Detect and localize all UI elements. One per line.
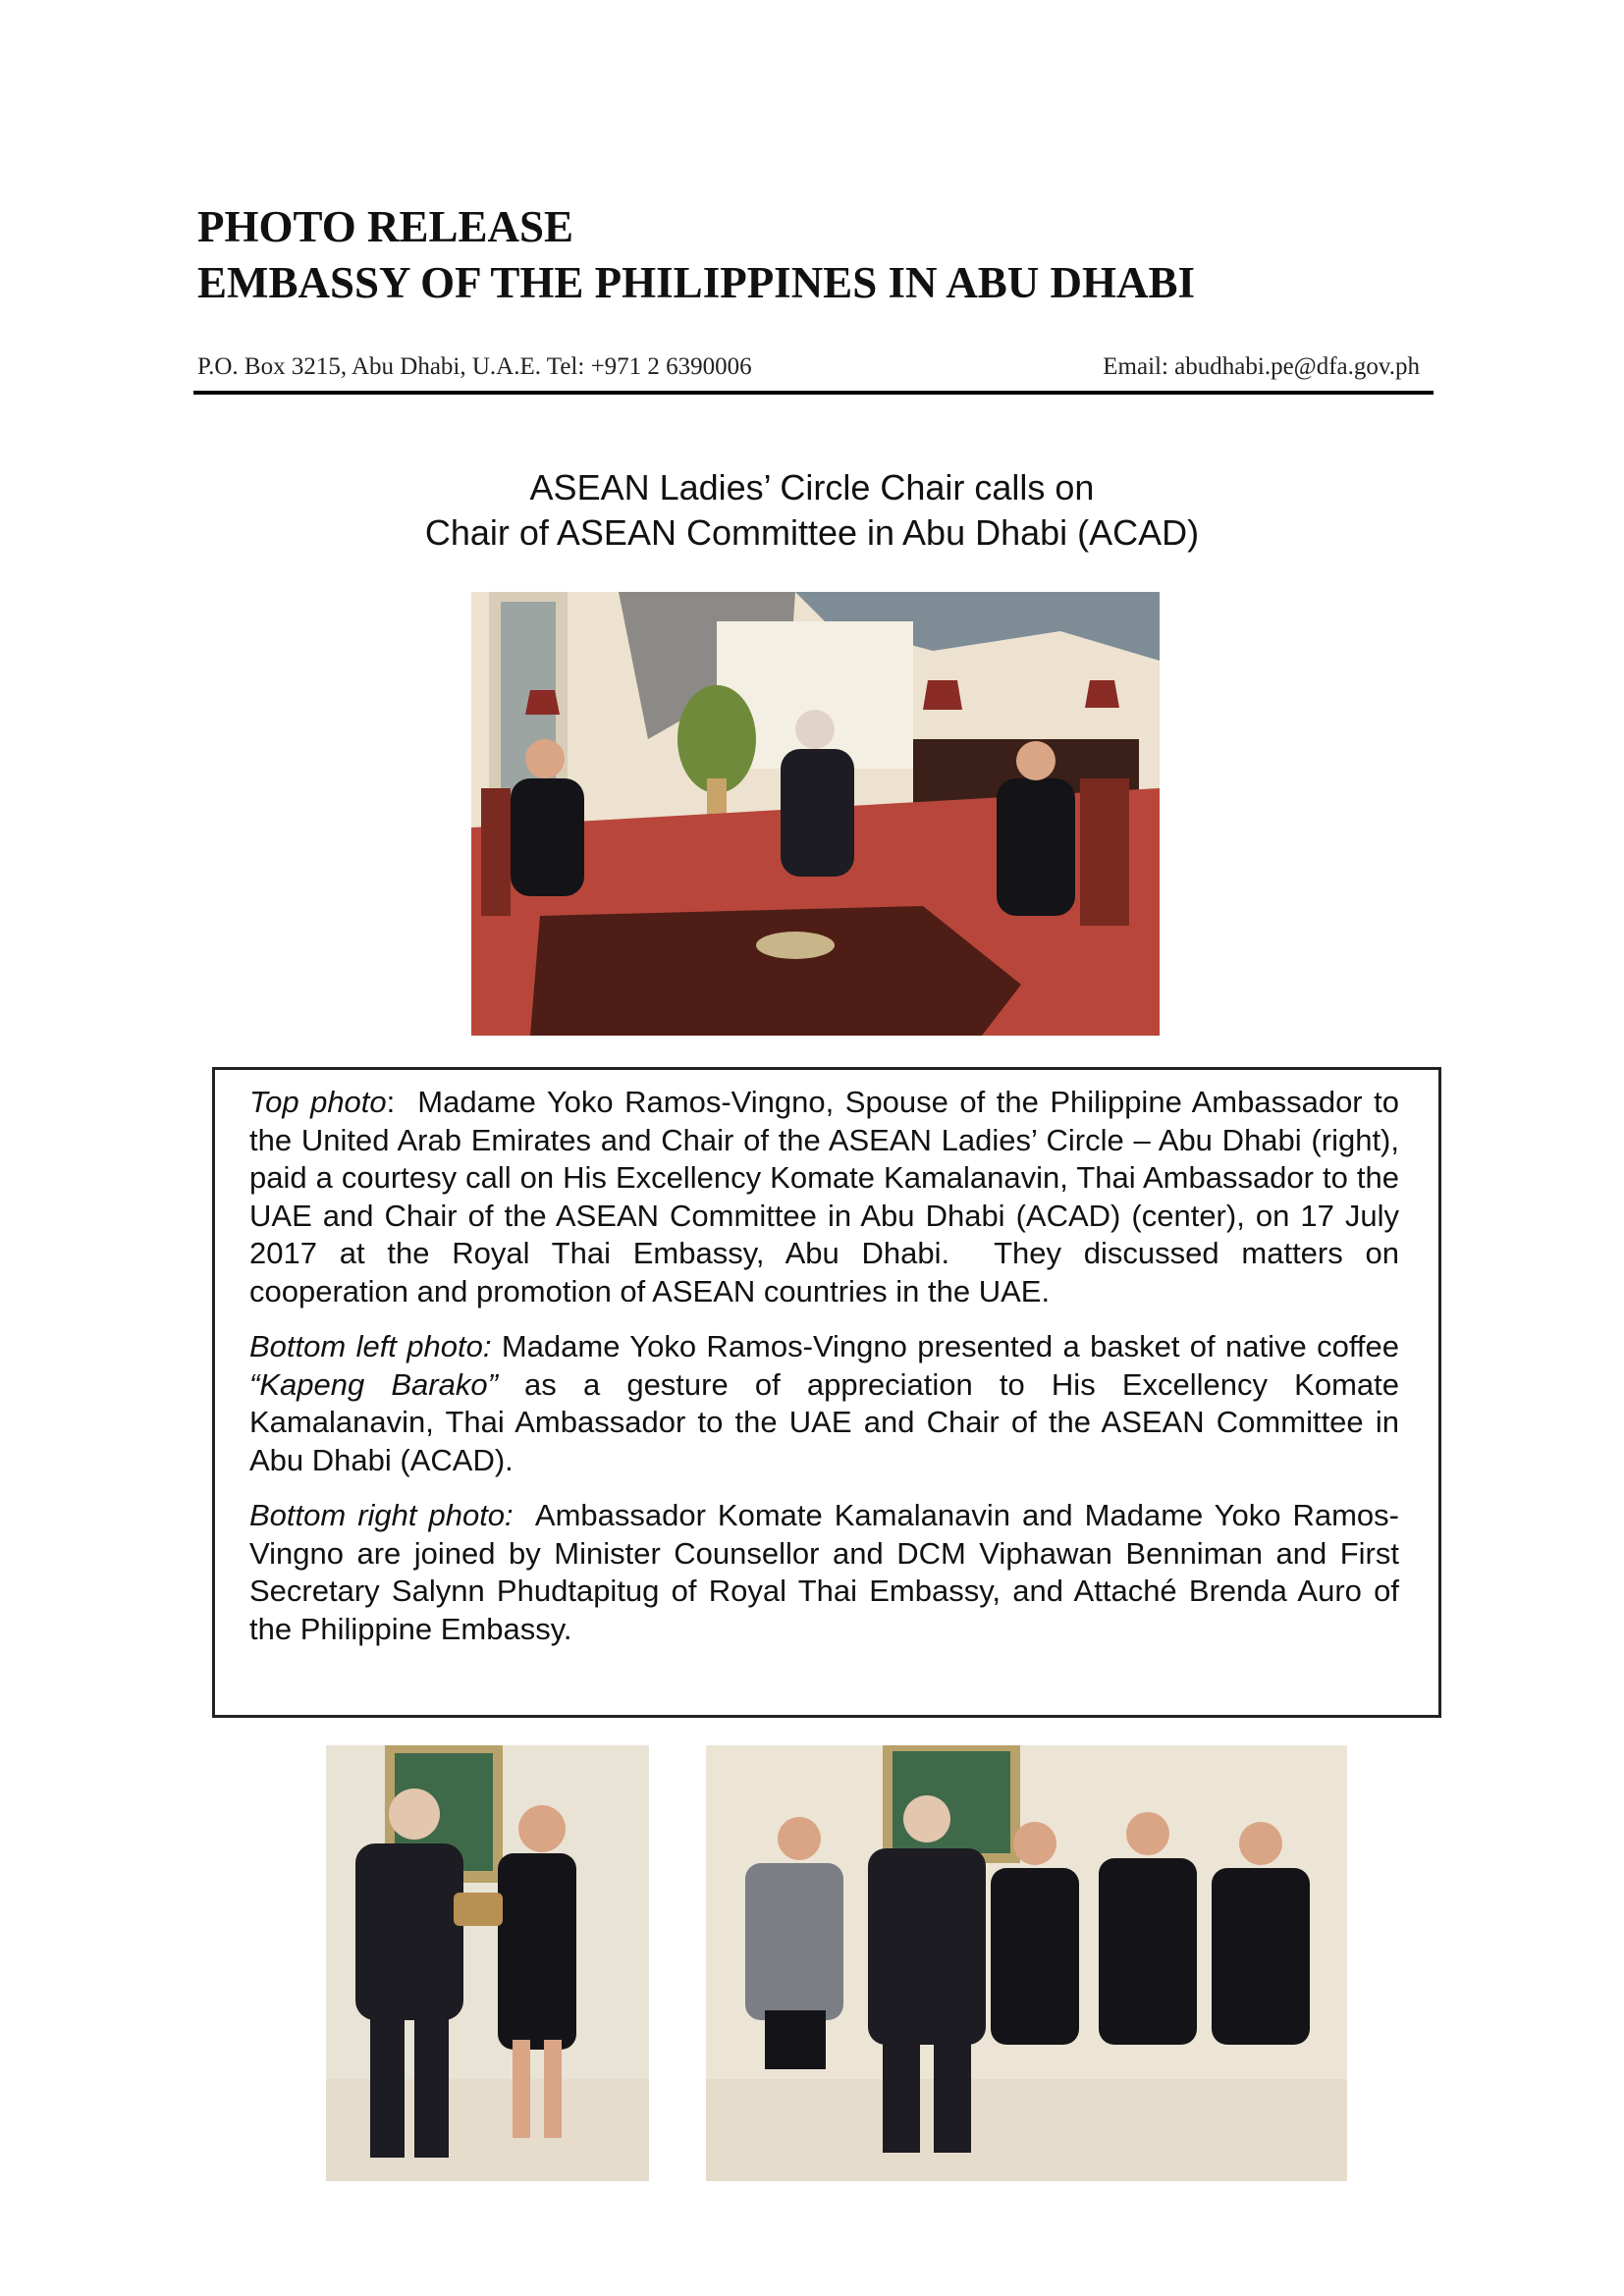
caption-bottom-left-lead: Bottom left photo: [249, 1329, 492, 1363]
bottom-right-photo [706, 1745, 1347, 2181]
header-rule [193, 391, 1434, 395]
caption-top-lead: Top photo [249, 1085, 387, 1119]
headline-line-2: Chair of ASEAN Committee in Abu Dhabi (ACAD) [424, 512, 1200, 553]
caption-box [212, 1067, 1441, 1718]
headline [196, 465, 1428, 556]
caption-top-text: Madame Yoko Ramos-Vingno, Spouse of the Philippine Ambassador to the United Arab Emirates and Chair of the ASEAN Ladies’ Circle – Abu Dhabi (right), paid a courtesy call on His Excellency Komate Kamalanavin, Thai Ambassador to the UAE and Chair of the ASEAN Committee in Abu Dhabi (ACAD) (center), on 17 July 2017 at the Royal Thai Embassy, Abu Dhabi. They discussed matters on cooperation and promotion of ASEAN countries in the UAE. [249, 1085, 1408, 1308]
caption-top-sep: : [386, 1085, 396, 1119]
caption-top [249, 1084, 1408, 1310]
caption-bottom-left-text-2: as a gesture of appreciation to His Excellency Komate Kamalanavin, Thai Ambassador to the UAE and Chair of the ASEAN Committee in Abu Dhabi (ACAD). [249, 1366, 1408, 1477]
top-photo [471, 592, 1160, 1036]
address-line: P.O. Box 3215, Abu Dhabi, U.A.E. Tel: +971 2 6390006 [197, 353, 752, 380]
release-title: PHOTO RELEASE [197, 202, 574, 251]
bottom-left-photo [326, 1745, 649, 2181]
caption-bottom-right-lead: Bottom right photo: [249, 1498, 514, 1532]
email-line: Email: abudhabi.pe@dfa.gov.ph [1103, 353, 1420, 380]
caption-bottom-right [249, 1497, 1408, 1648]
embassy-name: EMBASSY OF THE PHILIPPINES IN ABU DHABI [197, 258, 1196, 307]
headline-line-1: ASEAN Ladies’ Circle Chair calls on [529, 467, 1095, 507]
caption-bottom-right-text: Ambassador Komate Kamalanavin and Madame Yoko Ramos-Vingno are joined by Minister Counsellor and DCM Viphawan Benniman and First Secretary Salynn Phudtapitug of Royal Thai Embassy, and Attaché Brenda Auro of the Philippine Embassy. [249, 1498, 1408, 1646]
caption-bottom-left-text-1: Madame Yoko Ramos-Vingno presented a basket of native coffee [491, 1329, 1408, 1363]
caption-bottom-left [249, 1328, 1408, 1479]
caption-bottom-left-quote: “Kapeng Barako” [249, 1366, 498, 1402]
